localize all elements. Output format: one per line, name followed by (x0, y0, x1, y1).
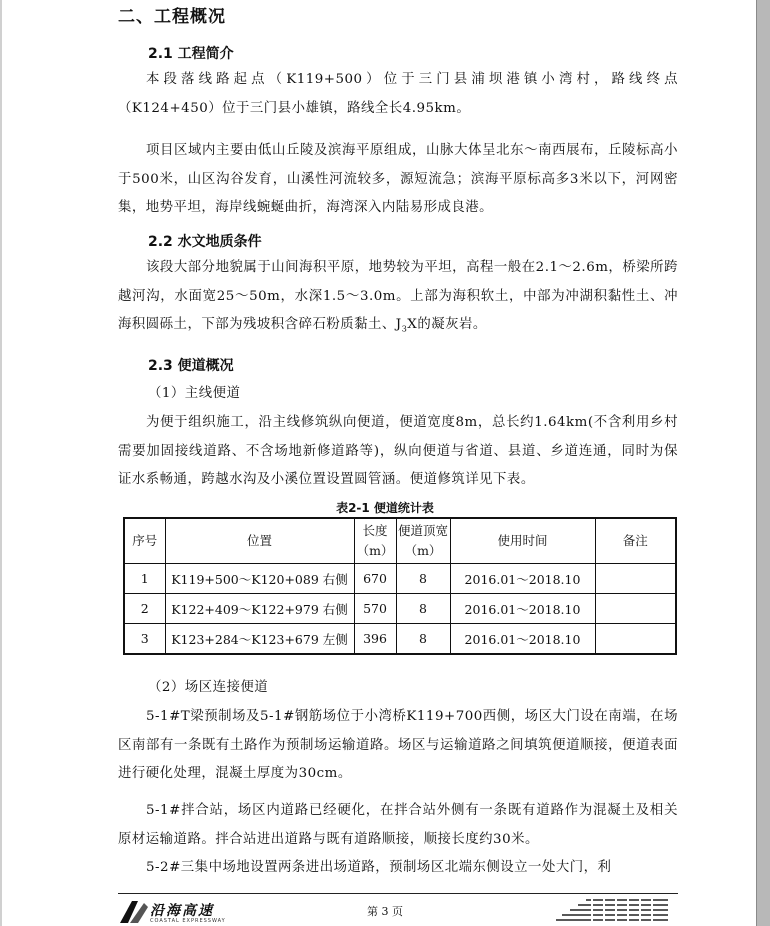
paragraph-hydro (118, 254, 678, 344)
table-row (124, 624, 676, 655)
cell-index: 3 (124, 624, 165, 655)
company-logo-text: 沿海高速 (150, 903, 214, 919)
cell-remarks (595, 624, 676, 655)
cell-length: 670 (354, 564, 396, 594)
paragraph-main-road: 为便于组织施工，沿主线修筑纵向便道，便道宽度8m，总长约1.64km(不含利用乡村需要加固接线道路、不含场地新修道路等)，纵向便道与省道、县道、乡道连通，同时为保证水系畅通，跨越水沟及小溪位置设置圆管涵。便道修筑详见下表。 (118, 415, 678, 487)
company-logo-subtitle: COASTAL EXPRESSWAY (150, 918, 226, 924)
cell-length: 570 (354, 594, 396, 624)
page-number: 第 3 页 (367, 905, 403, 918)
cell-location: K123+284～K123+679 左侧 (165, 624, 354, 655)
heading-2-3: 2.3 便道概况 (148, 358, 234, 374)
subheading-site-road: （2）场区连接便道 (148, 680, 269, 695)
col-header-remarks: 备注 (595, 518, 676, 564)
cell-location: K119+500～K120+089 右侧 (165, 564, 354, 594)
cell-width: 8 (396, 624, 450, 655)
hydro-text-after: X的凝灰岩。 (407, 317, 487, 332)
cell-length: 396 (354, 624, 396, 655)
col-header-index: 序号 (124, 518, 165, 564)
table-row (124, 564, 676, 594)
hydro-subscript: 3 (401, 324, 408, 334)
cell-width: 8 (396, 564, 450, 594)
hydro-text-before: 该段大部分地貌属于山间海积平原，地势较为平坦，高程一般在2.1～2.6m，桥梁所跨越河沟，水面宽25～50m，水深1.5～3.0m。上部为海积软土，中部为冲湖积黏性土、冲海积圆砾土，下部为残坡积含碎石粉质黏土、J (118, 260, 678, 332)
col-header-period: 使用时间 (450, 518, 595, 564)
paragraph-site-road-2: 5-1#拌合站，场区内道路已经硬化，在拌合站外侧有一条既有道路作为混凝土及相关原材运输道路。拌合站进出道路与既有道路顺接，顺接长度约30米。 (118, 803, 678, 847)
access-road-table (123, 517, 677, 655)
col-header-location: 位置 (165, 518, 354, 564)
col-header-length: 长度（m） (354, 518, 396, 564)
paragraph-site-road-3: 5-2#三集中场地设置两条进出场道路，预制场区北端东侧设立一处大门，利 (146, 860, 612, 875)
cell-remarks (595, 594, 676, 624)
paragraph-site-road-1: 5-1#T梁预制场及5-1#钢筋场位于小湾桥K119+700西侧，场区大门设在南端，在场区南部有一条既有土路作为预制场运输道路。场区与运输道路之间填筑便道顺接，便道表面进行硬化处理，混凝土厚度为30cm。 (118, 709, 678, 781)
cell-period: 2016.01～2018.10 (450, 564, 595, 594)
cell-width: 8 (396, 594, 450, 624)
paragraph-intro-1: 本段落线路起点（K119+500）位于三门县浦坝港镇小湾村，路线终点（K124+450）位于三门县小雄镇，路线全长4.95km。 (118, 72, 678, 116)
cell-index: 2 (124, 594, 165, 624)
col-header-width: 便道顶宽（m） (396, 518, 450, 564)
cell-remarks (595, 564, 676, 594)
paragraph-intro-2: 项目区域内主要由低山丘陵及滨海平原组成，山脉大体呈北东～南西展布，丘陵标高小于500米，山区沟谷发育，山溪性河流较多，源短流急；滨海平原标高多3米以下，河网密集，地势平坦，海岸线蜿蜒曲折，海湾深入内陆易形成良港。 (118, 143, 678, 215)
window-right-edge (756, 0, 770, 926)
cell-period: 2016.01～2018.10 (450, 624, 595, 655)
cell-index: 1 (124, 564, 165, 594)
heading-2-2: 2.2 水文地质条件 (148, 234, 262, 250)
table-row (124, 594, 676, 624)
table-header-row (124, 518, 676, 564)
subheading-main-road: （1）主线便道 (148, 386, 241, 401)
footer-divider (118, 893, 678, 894)
expressway-graphic-icon (552, 898, 672, 924)
section-title: 二、工程概况 (118, 7, 226, 27)
table-caption: 表2-1 便道统计表 (336, 501, 434, 515)
cell-location: K122+409～K122+979 右侧 (165, 594, 354, 624)
cell-period: 2016.01～2018.10 (450, 594, 595, 624)
heading-2-1: 2.1 工程简介 (148, 46, 234, 62)
